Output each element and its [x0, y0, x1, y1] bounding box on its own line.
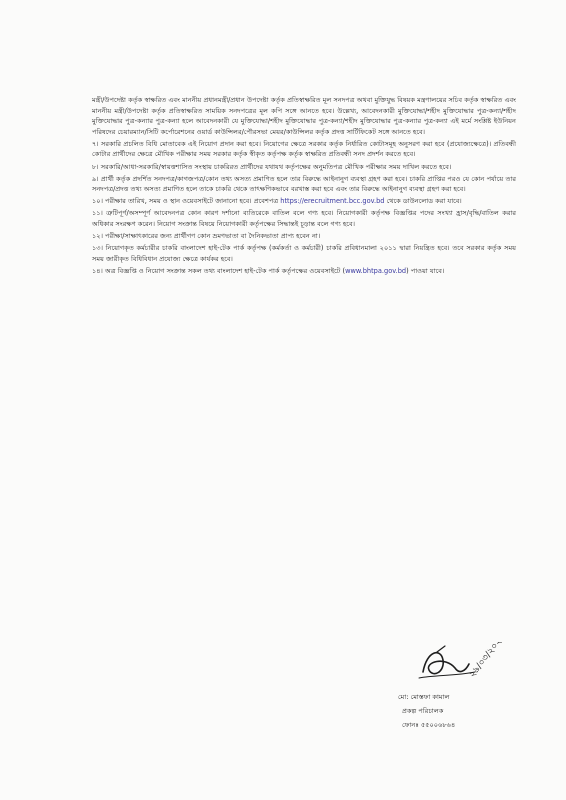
- paragraph-9-false-info: ৯। প্রার্থী কর্তৃক প্রদর্শিত সনদপত্র/কাগজপত্র/কোন তথ্য অসত্য প্রমাণিত হলে তার বিরুদ্ধে আইনানুগ ব্যবস্থা গ্রহণ করা হবে। চাকরি প্রাপ্তির পরও যে কোন পর্যায়ে তার সনদপত্র/প্রদত্ত তথ্য অসত্য প্রমাণিত হলে তাকে চাকরি থেকে তাৎক্ষণিকভাবে বরখাস্ত করা হবে এবং তার বিরুদ্ধে আইনানুগ ব্যবস্থা গ্রহণ করা হবে।: [92, 174, 516, 194]
- signature-date: [467, 642, 508, 680]
- paragraph-14-text-before: ১৪। অত্র বিজ্ঞপ্তি ও নিয়োগ সংক্রান্ত সকল তথ্য বাংলাদেশ হাই-টেক পার্ক কর্তৃপক্ষের ওয়েবসাইটে (: [92, 266, 346, 275]
- svg-text:২৯/০৩/২০২২: ২৯/০৩/২০২২: [467, 642, 508, 680]
- handwritten-signature: [415, 642, 525, 691]
- notice-body: [92, 95, 516, 278]
- signatory-block: [398, 690, 455, 732]
- signatory-title: প্রকল্প পরিচালক: [402, 707, 444, 715]
- paragraph-10-text-before: ১০। পরীক্ষার তারিখ, সময় ও স্থান ওয়েবসাইটে জানানো হবে। প্রবেশপত্র: [92, 197, 281, 206]
- paragraph-10-text-after: থেকে ডাউনলোড করা যাবে।: [384, 197, 462, 206]
- signatory-name: মো: মোস্তফা কামাল: [398, 693, 450, 701]
- signature-scribble-icon: [415, 642, 525, 687]
- paragraph-11-incomplete-application: ১১। ত্রুটিপূর্ণ/অসম্পূর্ণ আবেদনপত্র কোন কারণ দর্শানো ব্যতিরেকে বাতিল বলে গণ্য হবে। নিয়োগকারী কর্তৃপক্ষ বিজ্ঞপ্তির পদের সংখ্যা হ্রাস/বৃদ্ধি/বাতিল করার অধিকার সংরক্ষণ করেন। নিয়োগ সংক্রান্ত বিষয়ে নিয়োগকারী কর্তৃপক্ষের সিদ্ধান্তই চূড়ান্ত বলে গণ্য হবে।: [92, 209, 516, 229]
- erecruitment-link[interactable]: https://erecruitment.bcc.gov.bd: [280, 197, 385, 206]
- paragraph-8-permission: ৮। সরকারি/আধা-সরকারি/স্বায়ত্তশাসিত সংস্থায় চাকরিরত প্রার্থীদের যথাযথ কর্তৃপক্ষের অনুমতিপত্র মৌখিক পরীক্ষার সময় দাখিল করতে হবে।: [92, 162, 452, 171]
- paragraph-14-text-after: ) পাওয়া যাবে।: [406, 266, 445, 275]
- paragraph-10-exam-info: [92, 196, 516, 207]
- signatory-phone: ফোনঃ ৫৫০০৬৮৬৪: [402, 721, 456, 729]
- paragraph-13-regulations: ১৩। নিয়োগকৃত কর্মচারীর চাকরি বাংলাদেশ হাই-টেক পার্ক কর্তৃপক্ষ (কর্মকর্তা ও কর্মচারী) চাকরি প্রবিধানমালা ২০১১ দ্বারা নিয়ন্ত্রিত হবে। তবে সরকার কর্তৃক সময় সময় জারীকৃত বিধিবিধান প্রযোজ্য ক্ষেত্রে কার্যকর হবে।: [92, 244, 516, 263]
- paragraph-freedom-fighter-cert: মন্ত্রী/উপদেষ্টা কর্তৃক স্বাক্ষরিত এবং মাননীয় প্রধানমন্ত্রী/প্রধান উপদেষ্টা কর্তৃক প্রতিস্বাক্ষরিত মূল সনদপত্র অথবা মুক্তিযুদ্ধ বিষয়ক মন্ত্রণালয়ের সচিব কর্তৃক স্বাক্ষরিত এবং মাননীয় মন্ত্রী/উপদেষ্টা কর্তৃক প্রতিস্বাক্ষরিত সাময়িক সনদপত্রের মূল কপি সঙ্গে আনতে হবে। উল্লেখ্য, আবেদনকারী মুক্তিযোদ্ধা/শহীদ মুক্তিযোদ্ধার পুত্র-কন্যা/শহীদ মুক্তিযোদ্ধার পুত্র-কন্যার পুত্র-কন্যা হলে আবেদনকারী যে মুক্তিযোদ্ধা/শহীদ মুক্তিযোদ্ধার পুত্র-কন্যা/শহীদ মুক্তিযোদ্ধার পুত্র-কন্যার পুত্র-কন্যা এই মর্মে সংশ্লিষ্ট ইউনিয়ন পরিষদের চেয়ারম্যান/সিটি কর্পোরেশনের ওয়ার্ড কাউন্সিলর/পৌরসভা মেয়র/কাউন্সিলর কর্তৃক প্রদত্ত সার্টিফিকেট সঙ্গে আনতে হবে।: [92, 96, 516, 136]
- paragraph-14-website: [92, 266, 516, 277]
- bhtpa-website-link[interactable]: www.bhtpa.gov.bd: [345, 266, 407, 275]
- paragraph-7-quota: ৭। সরকারি প্রচলিত বিধি মোতাবেক এই নিয়োগ প্রদান করা হবে। নিয়োগের ক্ষেত্রে সরকার কর্তৃক নির্ধারিত কোটাসমূহ অনুসরণ করা হবে (প্রযোজ্যক্ষেত্রে)। প্রতিবন্ধী কোটার প্রার্থীদের ক্ষেত্রে মৌখিক পরীক্ষার সময় সরকার কর্তৃক স্বীকৃত কর্তৃপক্ষ কর্তৃক স্বাক্ষরিত প্রতিবন্ধী সনদ প্রদর্শন করতে হবে।: [92, 139, 516, 159]
- paragraph-12-no-allowance: ১২। পরীক্ষা/সাক্ষাৎকারের জন্য প্রার্থীগণ কোন ভ্রমণভাতা বা দৈনিকভাতা প্রাপ্য হবেন না।: [92, 232, 321, 241]
